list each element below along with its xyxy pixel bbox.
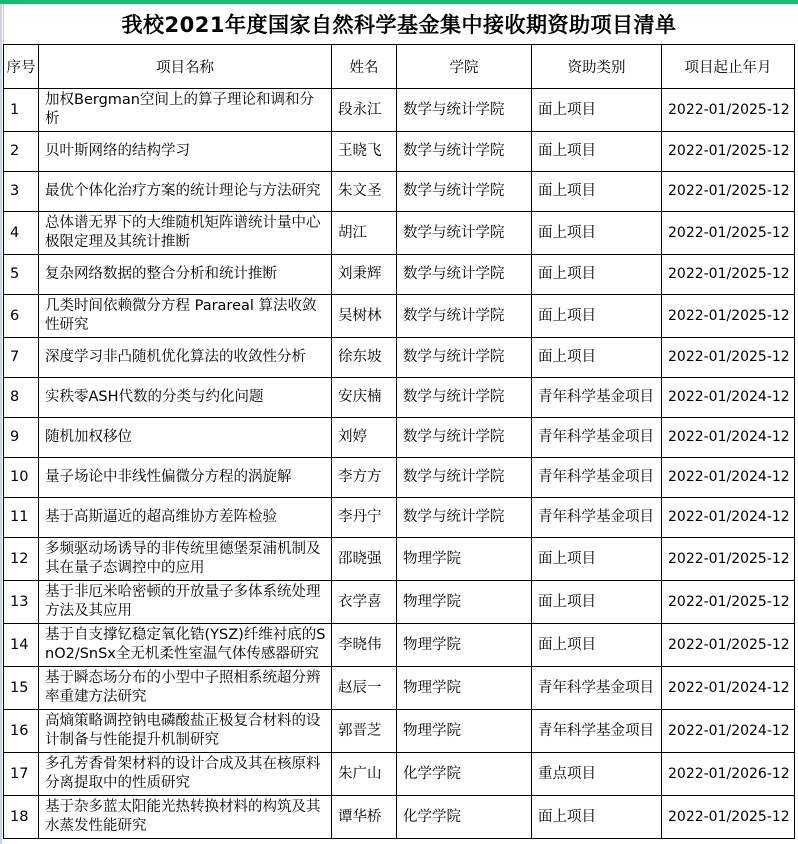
cell-period: 2022-01/2024-12 bbox=[662, 418, 795, 458]
cell-name: 吴树林 bbox=[332, 295, 397, 338]
cell-period: 2022-01/2025-12 bbox=[662, 581, 795, 624]
cell-category: 面上项目 bbox=[532, 624, 662, 667]
cell-category: 青年科学基金项目 bbox=[532, 418, 662, 458]
column-header-name: 姓名 bbox=[332, 45, 397, 89]
cell-name: 郭晋芝 bbox=[332, 710, 397, 753]
table-row bbox=[4, 338, 795, 378]
cell-college: 物理学院 bbox=[397, 667, 532, 710]
table-row bbox=[4, 172, 795, 212]
cell-name: 李丹宁 bbox=[332, 498, 397, 538]
cell-name: 安庆楠 bbox=[332, 378, 397, 418]
cell-category: 面上项目 bbox=[532, 172, 662, 212]
cell-project: 实秩零ASH代数的分类与约化问题 bbox=[39, 378, 332, 418]
table-header bbox=[4, 45, 795, 89]
cell-college: 数学与统计学院 bbox=[397, 255, 532, 295]
cell-college: 物理学院 bbox=[397, 624, 532, 667]
cell-period: 2022-01/2025-12 bbox=[662, 132, 795, 172]
cell-college: 数学与统计学院 bbox=[397, 378, 532, 418]
cell-name: 衣学喜 bbox=[332, 581, 397, 624]
cell-category: 面上项目 bbox=[532, 255, 662, 295]
cell-index: 4 bbox=[4, 212, 39, 255]
cell-period: 2022-01/2024-12 bbox=[662, 667, 795, 710]
cell-category: 重点项目 bbox=[532, 753, 662, 796]
cell-index: 11 bbox=[4, 498, 39, 538]
table-row bbox=[4, 498, 795, 538]
cell-category: 面上项目 bbox=[532, 338, 662, 378]
cell-name: 李方方 bbox=[332, 458, 397, 498]
cell-name: 谭华桥 bbox=[332, 796, 397, 839]
cell-college: 数学与统计学院 bbox=[397, 172, 532, 212]
cell-college: 数学与统计学院 bbox=[397, 89, 532, 132]
cell-name: 王晓飞 bbox=[332, 132, 397, 172]
table-row bbox=[4, 295, 795, 338]
cell-period: 2022-01/2024-12 bbox=[662, 710, 795, 753]
cell-project: 基于高斯逼近的超高维协方差阵检验 bbox=[39, 498, 332, 538]
cell-period: 2022-01/2024-12 bbox=[662, 458, 795, 498]
cell-college: 化学学院 bbox=[397, 753, 532, 796]
cell-index: 8 bbox=[4, 378, 39, 418]
cell-period: 2022-01/2025-12 bbox=[662, 295, 795, 338]
cell-name: 李晓伟 bbox=[332, 624, 397, 667]
cell-name: 赵辰一 bbox=[332, 667, 397, 710]
cell-college: 物理学院 bbox=[397, 538, 532, 581]
cell-category: 青年科学基金项目 bbox=[532, 458, 662, 498]
cell-category: 面上项目 bbox=[532, 89, 662, 132]
cell-project: 加权Bergman空间上的算子理论和调和分析 bbox=[39, 89, 332, 132]
cell-category: 面上项目 bbox=[532, 295, 662, 338]
cell-index: 10 bbox=[4, 458, 39, 498]
cell-index: 16 bbox=[4, 710, 39, 753]
cell-period: 2022-01/2025-12 bbox=[662, 172, 795, 212]
cell-index: 15 bbox=[4, 667, 39, 710]
cell-project: 深度学习非凸随机优化算法的收敛性分析 bbox=[39, 338, 332, 378]
table-row bbox=[4, 418, 795, 458]
cell-name: 朱文圣 bbox=[332, 172, 397, 212]
cell-project: 随机加权移位 bbox=[39, 418, 332, 458]
cell-project: 基于非厄米哈密顿的开放量子多体系统处理方法及其应用 bbox=[39, 581, 332, 624]
column-header-category: 资助类别 bbox=[532, 45, 662, 89]
cell-index: 12 bbox=[4, 538, 39, 581]
table-row bbox=[4, 538, 795, 581]
cell-category: 面上项目 bbox=[532, 538, 662, 581]
cell-project: 基于瞬态场分布的小型中子照相系统超分辨率重建方法研究 bbox=[39, 667, 332, 710]
table-row bbox=[4, 667, 795, 710]
table-row bbox=[4, 378, 795, 418]
cell-index: 14 bbox=[4, 624, 39, 667]
table-row bbox=[4, 255, 795, 295]
cell-name: 段永江 bbox=[332, 89, 397, 132]
table-row bbox=[4, 796, 795, 839]
cell-college: 数学与统计学院 bbox=[397, 295, 532, 338]
cell-period: 2022-01/2025-12 bbox=[662, 338, 795, 378]
cell-project: 总体谱无界下的大维随机矩阵谱统计量中心极限定理及其统计推断 bbox=[39, 212, 332, 255]
cell-project: 基于杂多蓝太阳能光热转换材料的构筑及其水蒸发性能研究 bbox=[39, 796, 332, 839]
cell-category: 面上项目 bbox=[532, 581, 662, 624]
cell-name: 胡江 bbox=[332, 212, 397, 255]
table-row bbox=[4, 753, 795, 796]
table-row bbox=[4, 624, 795, 667]
cell-index: 1 bbox=[4, 89, 39, 132]
cell-college: 数学与统计学院 bbox=[397, 458, 532, 498]
document-content bbox=[3, 4, 794, 839]
cell-category: 面上项目 bbox=[532, 796, 662, 839]
cell-college: 数学与统计学院 bbox=[397, 212, 532, 255]
cell-project: 复杂网络数据的整合分析和统计推断 bbox=[39, 255, 332, 295]
cell-category: 青年科学基金项目 bbox=[532, 498, 662, 538]
projects-table bbox=[3, 44, 795, 839]
cell-college: 化学学院 bbox=[397, 796, 532, 839]
cell-period: 2022-01/2024-12 bbox=[662, 498, 795, 538]
cell-category: 青年科学基金项目 bbox=[532, 667, 662, 710]
cell-index: 13 bbox=[4, 581, 39, 624]
table-row bbox=[4, 710, 795, 753]
cell-project: 多频驱动场诱导的非传统里德堡泵浦机制及其在量子态调控中的应用 bbox=[39, 538, 332, 581]
cell-index: 18 bbox=[4, 796, 39, 839]
cell-college: 数学与统计学院 bbox=[397, 132, 532, 172]
table-row bbox=[4, 212, 795, 255]
cell-college: 物理学院 bbox=[397, 710, 532, 753]
cell-period: 2022-01/2025-12 bbox=[662, 255, 795, 295]
table-row bbox=[4, 458, 795, 498]
cell-period: 2022-01/2026-12 bbox=[662, 753, 795, 796]
cell-name: 刘秉辉 bbox=[332, 255, 397, 295]
cell-category: 面上项目 bbox=[532, 132, 662, 172]
cell-category: 青年科学基金项目 bbox=[532, 710, 662, 753]
cell-index: 9 bbox=[4, 418, 39, 458]
cell-college: 数学与统计学院 bbox=[397, 338, 532, 378]
cell-college: 数学与统计学院 bbox=[397, 418, 532, 458]
cell-college: 数学与统计学院 bbox=[397, 498, 532, 538]
cell-project: 最优个体化治疗方案的统计理论与方法研究 bbox=[39, 172, 332, 212]
cell-index: 7 bbox=[4, 338, 39, 378]
cell-college: 物理学院 bbox=[397, 581, 532, 624]
column-header-index: 序号 bbox=[4, 45, 39, 89]
left-edge-strip bbox=[0, 4, 2, 844]
cell-index: 3 bbox=[4, 172, 39, 212]
page-title: 我校2021年度国家自然科学基金集中接收期资助项目清单 bbox=[3, 4, 794, 44]
column-header-project: 项目名称 bbox=[39, 45, 332, 89]
cell-period: 2022-01/2025-12 bbox=[662, 538, 795, 581]
header-row bbox=[4, 45, 795, 89]
cell-project: 贝叶斯网络的结构学习 bbox=[39, 132, 332, 172]
cell-project: 多孔芳香骨架材料的设计合成及其在核原料分离提取中的性质研究 bbox=[39, 753, 332, 796]
cell-period: 2022-01/2025-12 bbox=[662, 212, 795, 255]
cell-period: 2022-01/2025-12 bbox=[662, 796, 795, 839]
cell-period: 2022-01/2025-12 bbox=[662, 89, 795, 132]
table-row bbox=[4, 581, 795, 624]
cell-project: 几类时间依赖微分方程 Parareal 算法收敛性研究 bbox=[39, 295, 332, 338]
cell-project: 高熵策略调控钠电磷酸盐正极复合材料的设计制备与性能提升机制研究 bbox=[39, 710, 332, 753]
cell-project: 量子场论中非线性偏微分方程的涡旋解 bbox=[39, 458, 332, 498]
cell-period: 2022-01/2025-12 bbox=[662, 624, 795, 667]
table-row bbox=[4, 132, 795, 172]
cell-index: 2 bbox=[4, 132, 39, 172]
cell-category: 青年科学基金项目 bbox=[532, 378, 662, 418]
cell-category: 面上项目 bbox=[532, 212, 662, 255]
table-row bbox=[4, 89, 795, 132]
cell-index: 17 bbox=[4, 753, 39, 796]
cell-index: 5 bbox=[4, 255, 39, 295]
cell-name: 刘婷 bbox=[332, 418, 397, 458]
cell-project: 基于自支撑钇稳定氧化锆(YSZ)纤维衬底的SnO2/SnSx全无机柔性室温气体传感器研究 bbox=[39, 624, 332, 667]
cell-name: 朱广山 bbox=[332, 753, 397, 796]
cell-period: 2022-01/2024-12 bbox=[662, 378, 795, 418]
table-body bbox=[4, 89, 795, 839]
column-header-period: 项目起止年月 bbox=[662, 45, 795, 89]
column-header-college: 学院 bbox=[397, 45, 532, 89]
cell-name: 徐东坡 bbox=[332, 338, 397, 378]
cell-index: 6 bbox=[4, 295, 39, 338]
cell-name: 邵晓强 bbox=[332, 538, 397, 581]
